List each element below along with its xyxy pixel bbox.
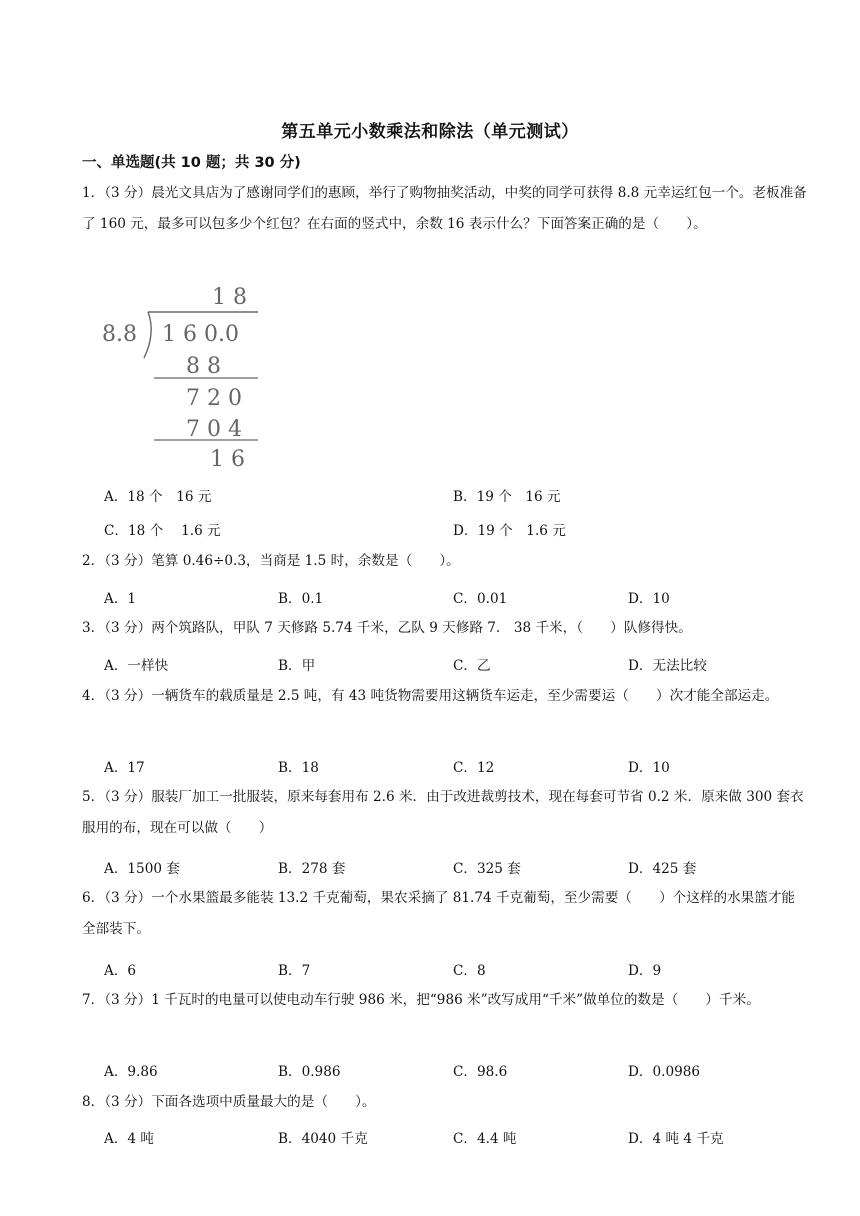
q1-option-a[interactable]: A．18 个 16 元	[104, 489, 212, 505]
q4-option-b[interactable]: B．18	[278, 760, 319, 776]
page-title: 第五单元小数乘法和除法（单元测试）	[281, 122, 579, 142]
q6-option-d[interactable]: D．9	[628, 963, 662, 979]
q6-option-b[interactable]: B．7	[278, 963, 311, 979]
question-4-text: 4．（3 分）一辆货车的载质量是 2.5 吨，有 43 吨货物需要用这辆货车运走，至少需要运（ ）次才能全部运走。	[82, 688, 779, 704]
q2-option-d[interactable]: D．10	[628, 591, 670, 607]
q5-option-d[interactable]: D．425 套	[628, 861, 697, 877]
q5-option-a[interactable]: A．1500 套	[104, 861, 180, 877]
q5-option-c[interactable]: C．325 套	[453, 861, 521, 877]
q3-option-a[interactable]: A．一样快	[104, 658, 169, 674]
question-8-text: 8．（3 分）下面各选项中质量最大的是（ ）。	[82, 1094, 376, 1110]
question-3-text: 3．（3 分）两个筑路队，甲队 7 天修路 5.74 千米，乙队 9 天修路 7. 38 千米，（ ）队修得快。	[82, 620, 692, 636]
q6-option-c[interactable]: C．8	[453, 963, 486, 979]
q8-option-c[interactable]: C．4.4 吨	[453, 1131, 517, 1147]
q2-option-c[interactable]: C．0.01	[453, 591, 508, 607]
long-division-step-2: 7 2 0	[186, 386, 242, 411]
q8-option-b[interactable]: B．4040 千克	[278, 1131, 368, 1147]
q8-option-d[interactable]: D．4 吨 4 千克	[628, 1131, 724, 1147]
q4-option-a[interactable]: A．17	[104, 760, 145, 776]
question-5-text: 5．（3 分）服装厂加工一批服装，原来每套用布 2.6 米．由于改进裁剪技术，现在每套可节省 0.2 米．原来做 300 套衣服用的布，现在可以做（ ）	[82, 789, 804, 836]
q8-option-a[interactable]: A．4 吨	[104, 1131, 154, 1147]
long-division-remainder: 1 6	[210, 447, 245, 472]
long-division-dividend: 1 6 0.0	[162, 322, 239, 347]
q3-option-d[interactable]: D．无法比较	[628, 658, 707, 674]
q2-option-a[interactable]: A．1	[104, 591, 137, 607]
section-heading: 一、单选题(共 10 题；共 30 分)	[82, 155, 301, 171]
q7-option-d[interactable]: D．0.0986	[628, 1064, 701, 1080]
long-division-step-3: 7 0 4	[186, 417, 242, 442]
q3-option-c[interactable]: C．乙	[453, 658, 491, 674]
question-7-text: 7．（3 分）1 千瓦时的电量可以使电动车行驶 986 米，把“986 米”改写成用“千米”做单位的数是（ ）千米。	[82, 992, 760, 1008]
q1-option-d[interactable]: D．19 个 1.6 元	[453, 523, 566, 539]
long-division-figure	[100, 278, 270, 473]
q4-option-c[interactable]: C．12	[453, 760, 495, 776]
q1-option-c[interactable]: C．18 个 1.6 元	[104, 523, 221, 539]
q2-option-b[interactable]: B．0.1	[278, 591, 324, 607]
long-division-divisor: 8.8	[102, 322, 137, 347]
question-2-text: 2．（3 分）笔算 0.46÷0.3，当商是 1.5 时，余数是（ ）。	[82, 553, 460, 569]
q7-option-b[interactable]: B．0.986	[278, 1064, 341, 1080]
q7-option-a[interactable]: A．9.86	[104, 1064, 158, 1080]
q3-option-b[interactable]: B．甲	[278, 658, 316, 674]
q6-option-a[interactable]: A．6	[104, 963, 137, 979]
question-1-text: 1．（3 分）晨光文具店为了感谢同学们的惠顾，举行了购物抽奖活动，中奖的同学可获得 8.8 元幸运红包一个。老板准备了 160 元，最多可以包多少个红包？在右面的竖式中，余数 16 表示什么？下面答案正确的是（ ）。	[82, 185, 807, 232]
long-division-quotient: 1 8	[212, 285, 247, 310]
q7-option-c[interactable]: C．98.6	[453, 1064, 508, 1080]
q4-option-d[interactable]: D．10	[628, 760, 670, 776]
q1-option-b[interactable]: B．19 个 16 元	[453, 489, 561, 505]
question-6-text: 6．（3 分）一个水果篮最多能装 13.2 千克葡萄，果农采摘了 81.74 千克葡萄，至少需要（ ）个这样的水果篮才能全部装下。	[82, 890, 796, 937]
q5-option-b[interactable]: B．278 套	[278, 861, 346, 877]
long-division-step-1: 8 8	[186, 354, 221, 379]
